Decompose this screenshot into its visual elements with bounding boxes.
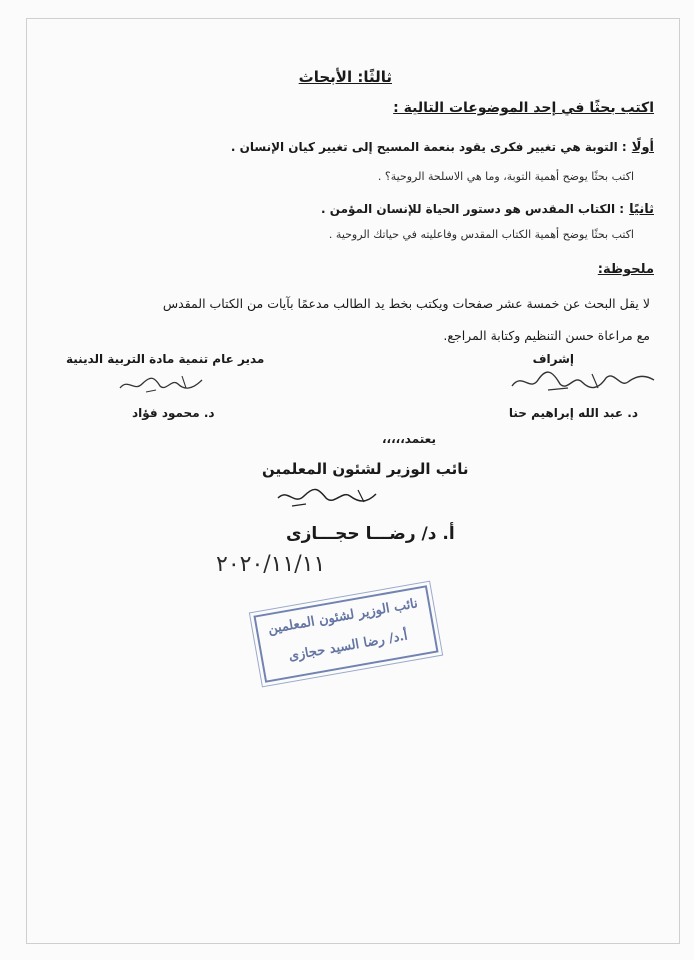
topic-2-text: : الكتاب المقدس هو دستور الحياة للإنسان المؤمن . [321,202,625,216]
director-name: د. محمود فؤاد [132,406,215,420]
approval-date: ٢٠٢٠/١١/١١ [216,552,326,577]
topic-2-label: ثانيًا [629,202,654,217]
intro-line: اكتب بحثًا في إحد الموضوعات التالية : [393,100,654,116]
supervisor-handwritten-signature [508,366,658,400]
approval-title: نائب الوزير لشئون المعلمين [262,460,469,478]
page-border [26,18,680,944]
approval-label: يعتمد،،،،، [382,432,436,446]
supervisor-name: د. عبد الله إبراهيم حنا [508,406,638,420]
note-label: ملحوظة: [597,262,654,277]
stamp-line-2: أ.د/ رضا السيد حجازى [287,628,409,665]
topic-1-label: أولًا [631,140,654,155]
director-role: مدير عام تنمية مادة التربية الدينية [66,352,265,366]
section-heading: ثالثًا: الأبحاث [298,68,392,86]
supervisor-role: إشراف [532,352,574,366]
note-line-2: مع مراعاة حسن التنظيم وكتابة المراجع. [443,328,650,343]
topic-2-instruction: اكتب بحثًا يوضح أهمية الكتاب المقدس وفاعليته في حياتك الروحية . [328,228,634,241]
approval-name: أ. د/ رضـــا حجـــازى [286,524,455,544]
topic-2 [321,198,654,217]
approval-handwritten-signature [272,484,382,514]
stamp-line-1: نائب الوزير لشئون المعلمين [266,596,419,638]
topic-1-text: : التوبة هي تغيير فكرى يقود بنعمة المسيح إلى تغيير كيان الإنسان . [230,140,627,154]
director-handwritten-signature [116,372,206,400]
topic-1 [231,136,654,155]
note-line-1: لا يقل البحث عن خمسة عشر صفحات ويكتب بخط يد الطالب مدعمًا بآيات من الكتاب المقدس [162,296,650,311]
topic-1-instruction: اكتب بحثًا يوضح أهمية التوبة، وما هي الاسلحة الروحية؟ . [377,170,634,183]
